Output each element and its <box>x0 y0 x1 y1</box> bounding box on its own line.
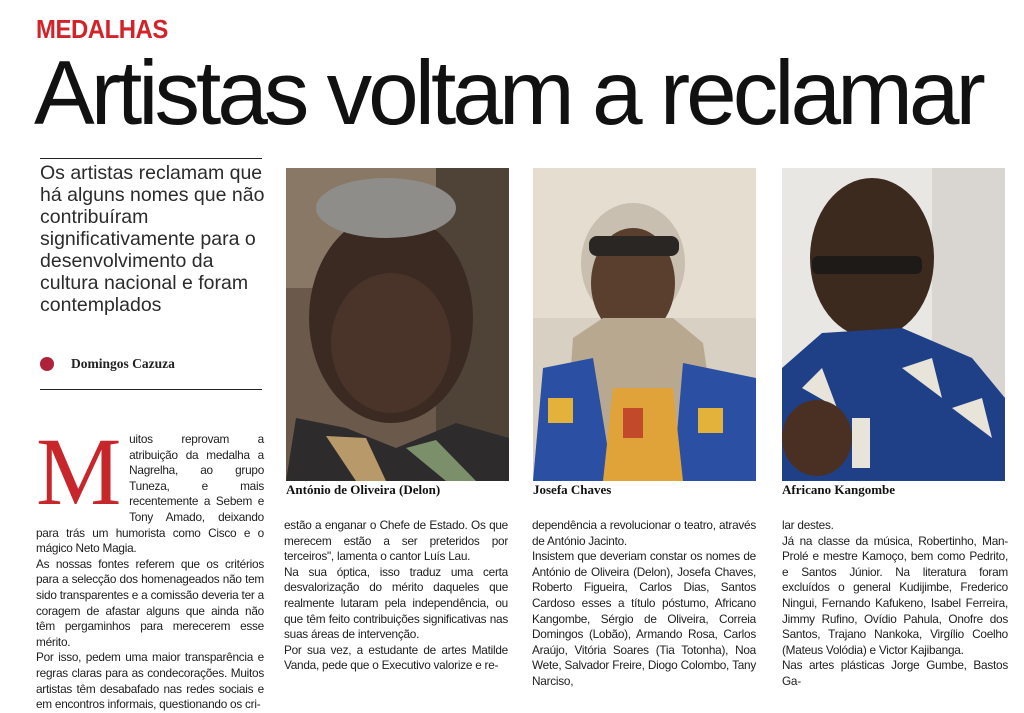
section-tag: MEDALHAS <box>36 14 168 44</box>
dropcap: M <box>36 418 122 525</box>
lead-text: Os artistas reclamam que há alguns nomes que não contribuíram significativamente para o desenvolvimento da cultura nacional e foram contemplados <box>40 162 265 316</box>
byline-name: Domingos Cazuza <box>71 356 175 371</box>
body-column-3 <box>532 518 756 688</box>
caption-josefa-chaves: Josefa Chaves <box>533 482 612 497</box>
photo-antonio-de-oliveira <box>286 168 509 481</box>
body-paragraph: Já na classe da música, Robertinho, Man-Prolé e mestre Kamoço, bem como Pedrito, e Santos Júnior. Na literatura foram excluídos o general Kudijimbe, Frederico Ningui, Fernando Kafukeno, Isabel Ferreira, Jimmy Rufino, Ovídio Pahula, Onofre dos Santos, Trajano Nankoka, Virgílio Coelho (Mateus Volódia) e Victor Kajibanga. <box>782 533 1008 657</box>
body-paragraph: Insistem que deveriam constar os nomes de António de Oliveira (Delon), Josefa Chaves, Roberto Figueira, Carlos Dias, Santos Cardoso esses a título póstumo, Africano Kangombe, Sérgio de Oliveira, Correia Domingos (Lobão), Armando Rosa, Carlos Araújo, Vitória Soares (Tia Totonha), Noa Wete, Salvador Freire, Diogo Colombo, Tany Narciso, <box>532 549 756 688</box>
body-paragraph: Muitos reprovam a atribuição da medalha a Nagrelha, ao grupo Tuneza, e mais recentemente a Sebem e Tony Amado, deixando para trás um humorista como Cisco e o mágico Neto Magia. <box>36 418 264 556</box>
body-paragraph: Por isso, pedem uma maior transparência e regras claras para as condecorações. Muitos artistas têm desabafado nas redes sociais e em encontros informais, questionando os cri- <box>36 650 264 712</box>
lead-rule-bottom <box>40 389 262 390</box>
body-paragraph: As nossas fontes referem que os critérios para a selecção dos homenageados não tem sido transparentes e a comissão deveria ter a coragem de afastar alguns que ainda não têm pergaminhos para merecerem esse mérito. <box>36 556 264 649</box>
photo-africano-kangombe <box>782 168 1005 481</box>
body-paragraph: Por sua vez, a estudante de artes Matilde Vanda, pede que o Executivo valorize e re- <box>284 642 508 673</box>
body-paragraph: dependência a revolucionar o teatro, através de António Jacinto. <box>532 518 756 548</box>
body-column-1 <box>36 418 264 712</box>
body-column-4 <box>782 518 1008 688</box>
caption-africano-kangombe: Africano Kangombe <box>782 482 896 497</box>
byline-bullet <box>40 357 54 371</box>
byline <box>40 356 175 372</box>
body-column-2 <box>284 518 508 672</box>
body-paragraph: Nas artes plásticas Jorge Gumbe, Bastos Ga- <box>782 658 1008 688</box>
photo-josefa-chaves <box>533 168 756 481</box>
lead-rule-top <box>40 158 262 159</box>
body-paragraph: Na sua óptica, isso traduz uma certa desvalorização do mérito daqueles que realmente lutaram pela independência, ou que têm feito contribuições significativas nas suas áreas de intervenção. <box>284 564 508 642</box>
caption-antonio-de-oliveira: António de Oliveira (Delon) <box>286 482 441 497</box>
headline: Artistas voltam a reclamar <box>34 43 982 144</box>
body-paragraph: lar destes. <box>782 518 834 532</box>
body-paragraph: estão a enganar o Chefe de Estado. Os que merecem estão a ser preteridos por terceiros", lamenta o cantor Luís Lau. <box>284 518 508 564</box>
